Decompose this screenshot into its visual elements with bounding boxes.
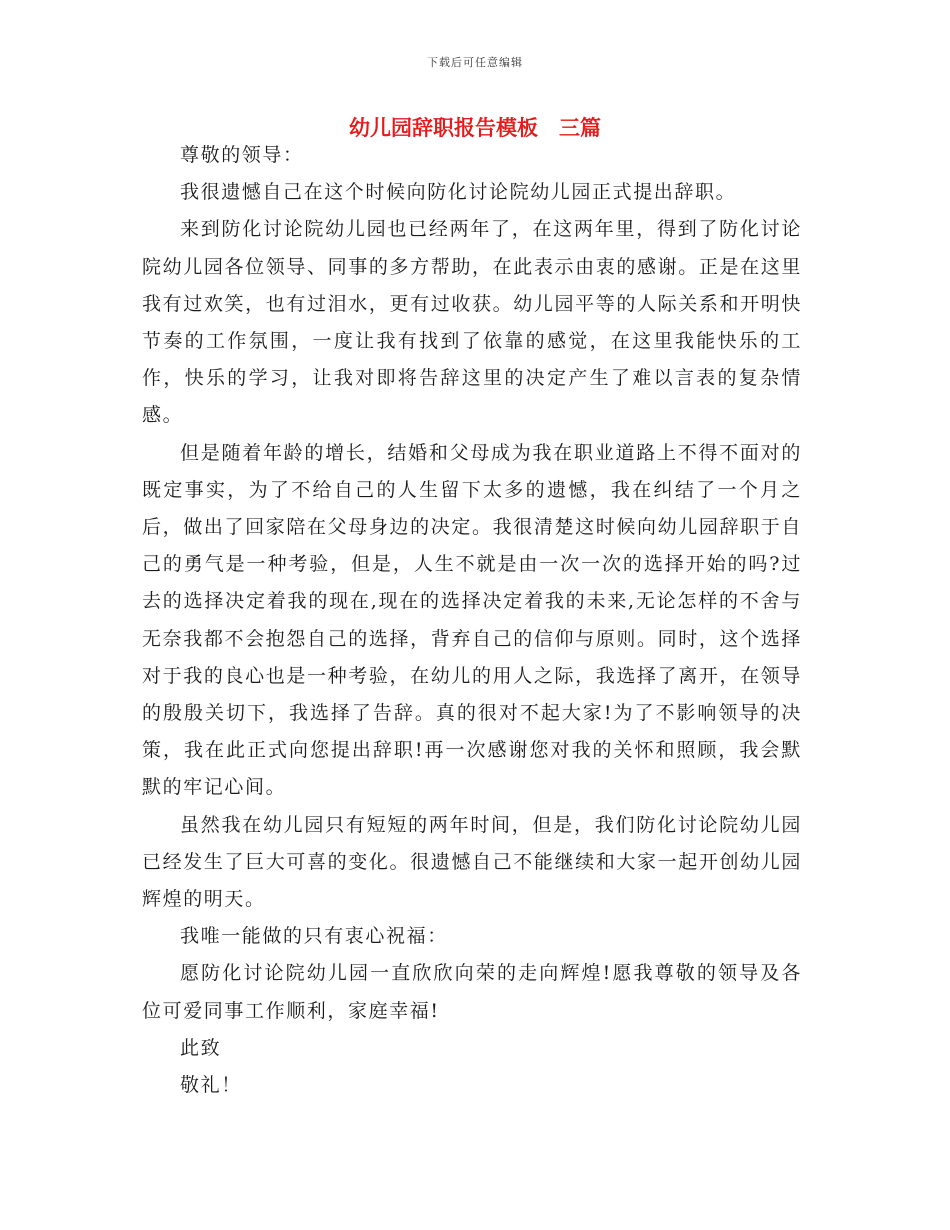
closing-line-1: 此致 xyxy=(180,1036,222,1059)
document-body xyxy=(142,137,802,1104)
document-title: 幼儿园辞职报告模板 三篇 xyxy=(349,116,601,140)
closing-line-2: 敬礼！ xyxy=(180,1074,242,1097)
paragraph-1: 我很遗憾自己在这个时候向防化讨论院幼儿园正式提出辞职。 xyxy=(180,181,737,204)
salutation: 尊敬的领导： xyxy=(180,144,304,166)
paragraph-6: 愿防化讨论院幼儿园一直欣欣向荣的走向辉煌!愿我尊敬的领导及各位可爱同事工作顺利，家庭幸福! xyxy=(142,962,802,1022)
paragraph-4: 虽然我在幼儿园只有短短的两年时间，但是，我们防化讨论院幼儿园已经发生了巨大可喜的变化。很遗憾自己不能继续和大家一起开创幼儿园辉煌的明天。 xyxy=(142,813,802,911)
paragraph-5: 我唯一能做的只有衷心祝福： xyxy=(180,925,448,948)
header-note: 下载后可任意编辑 xyxy=(427,56,523,69)
paragraph-2: 来到防化讨论院幼儿园也已经两年了，在这两年里，得到了防化讨论院幼儿园各位领导、同事的多方帮助，在此表示由衷的感谢。正是在这里我有过欢笑，也有过泪水，更有过收获。幼儿园平等的人际关系和开明快节奏的工作氛围，一度让我有找到了依靠的感觉，在这里我能快乐的工作，快乐的学习，让我对即将告辞这里的决定产生了难以言表的复杂情感。 xyxy=(142,218,802,427)
paragraph-3: 但是随着年龄的增长，结婚和父母成为我在职业道路上不得不面对的既定事实，为了不给自己的人生留下太多的遗憾，我在纠结了一个月之后，做出了回家陪在父母身边的决定。我很清楚这时候向幼儿园辞职于自己的勇气是一种考验，但是，人生不就是由一次一次的选择开始的吗?过去的选择决定着我的现在,现在的选择决定着我的未来,无论怎样的不舍与无奈我都不会抱怨自己的选择，背弃自己的信仰与原则。同时，这个选择对于我的良心也是一种考验，在幼儿的用人之际，我选择了离开，在领导的殷殷关切下，我选择了告辞。真的很对不起大家!为了不影响领导的决策，我在此正式向您提出辞职!再一次感谢您对我的关怀和照顾，我会默默的牢记心间。 xyxy=(142,441,802,799)
